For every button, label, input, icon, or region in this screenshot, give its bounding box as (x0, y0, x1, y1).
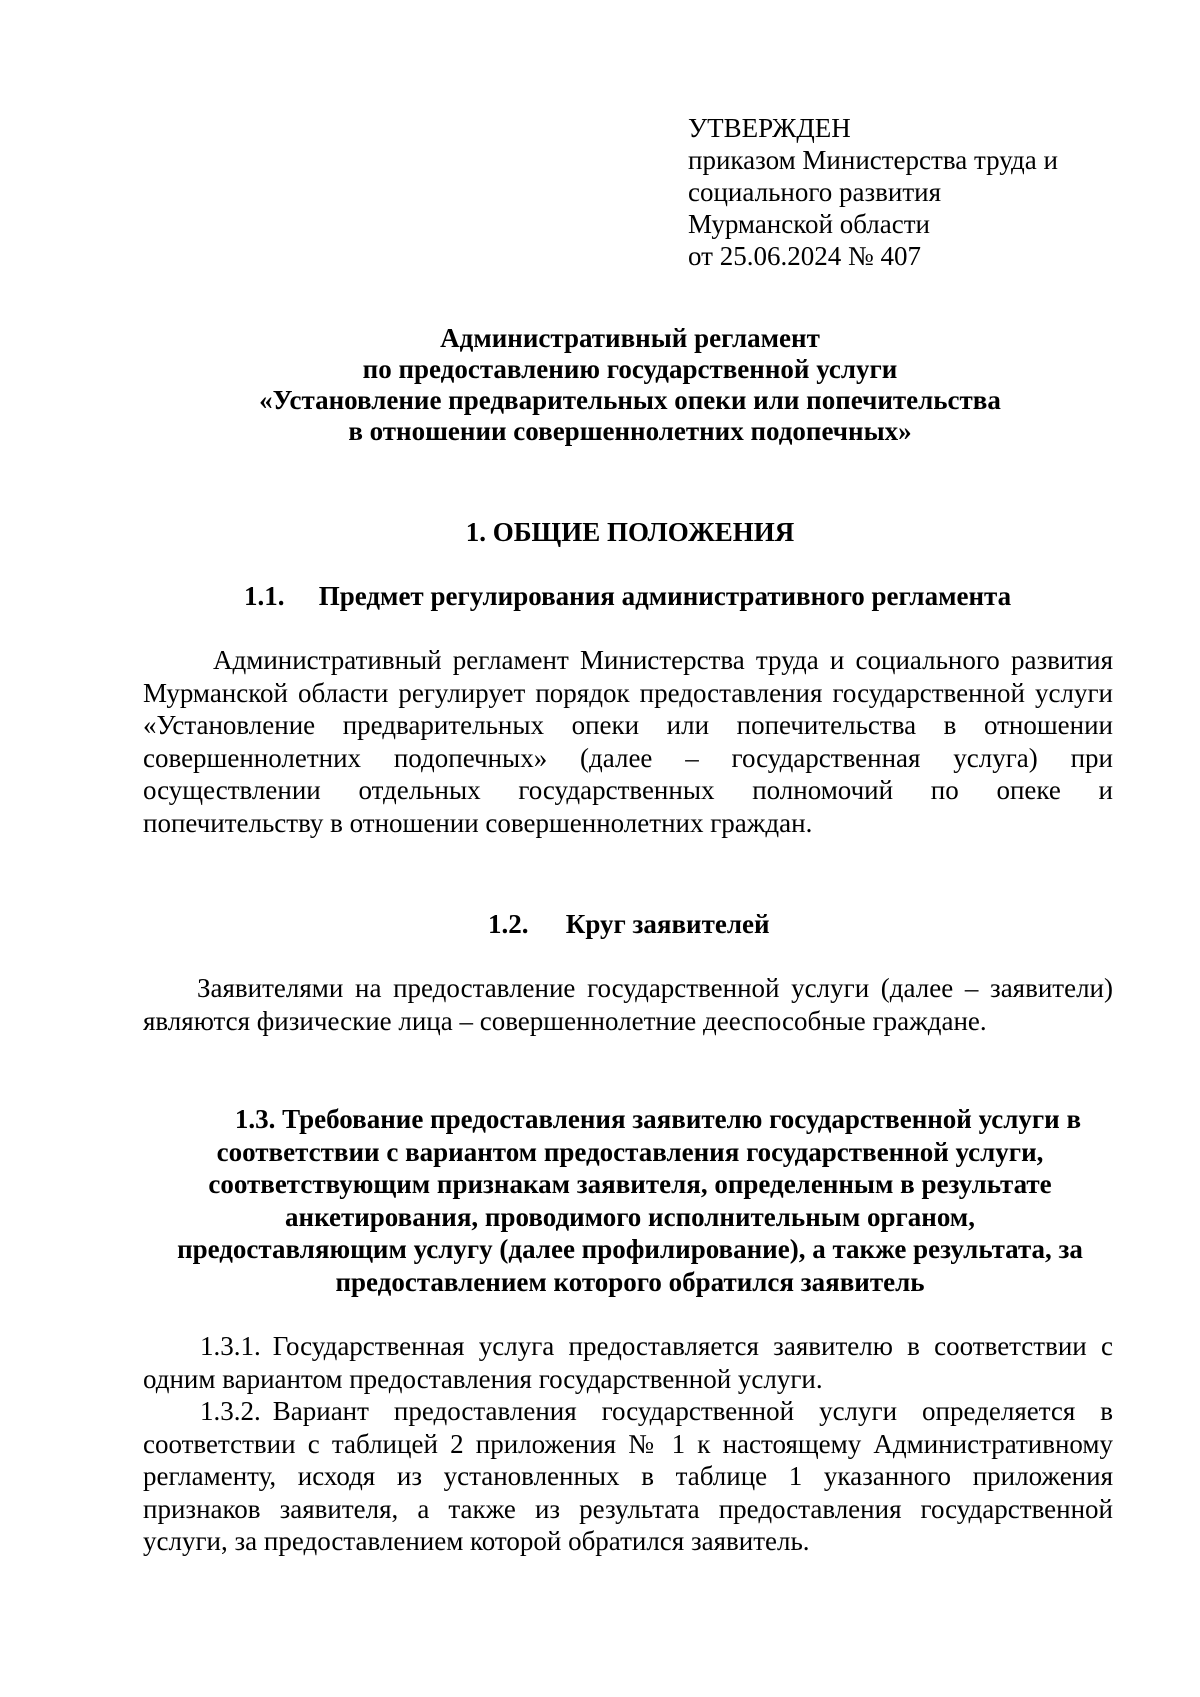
title-line: Административный регламент (440, 323, 820, 353)
section-heading: 1. ОБЩИЕ ПОЛОЖЕНИЯ (465, 517, 795, 547)
heading-line: предоставляющим услугу (далее профилирование), а также результата, за (177, 1234, 1083, 1264)
paragraph-1-3-2 (143, 1395, 1113, 1558)
subsection-heading-1-3 (140, 1103, 1120, 1298)
paragraph-text: Государственная услуга предоставляется заявителю в соответствии с одним вариантом предоставления государственной услуги. (143, 1331, 1113, 1394)
heading-line: соответствии с вариантом предоставления государственной услуги, (216, 1136, 1044, 1167)
paragraph-number: 1.3.2. (200, 1396, 261, 1426)
subsection-number: 1.2. (488, 909, 529, 939)
approval-block (688, 112, 1148, 272)
paragraph-text: Вариант предоставления государственной услуги определяется в соответствии с таблицей 2 приложения № 1 к настоящему Административному регламенту, исходя из установленных в таблице 1 указанного приложения признаков заявителя, а также из результата предоставления государственной услуги, за предоставлением которой обратился заявитель. (143, 1396, 1113, 1556)
subsection-heading-1-2 (488, 908, 770, 940)
heading-line: предоставлением которого обратился заявитель (335, 1266, 925, 1297)
approval-line: социального развития (688, 177, 942, 207)
subsection-title: Предмет регулирования административного регламента (318, 581, 1012, 611)
subsection-heading-1-1 (244, 580, 1011, 612)
paragraph-1-1: Административный регламент Министерства труда и социального развития Мурманской области регулирует порядок предоставления государственной услуги «Установление предварительных опеки или попечительства в отношении совершеннолетних подопечных» (далее – государственная услуга) при осуществлении отдельных государственных полномочий по опеке и попечительству в отношении совершеннолетних граждан. (143, 645, 1113, 838)
approval-line: УТВЕРЖДЕН (688, 113, 851, 143)
paragraph-1-3-1 (143, 1330, 1113, 1395)
title-line: по предоставлению государственной услуги (362, 354, 898, 384)
title-line: в отношении совершеннолетних подопечных» (348, 416, 912, 446)
subsection-title: Круг заявителей (565, 909, 770, 939)
paragraph-1-2: Заявителями на предоставление государственной услуги (далее – заявители) являются физические лица – совершеннолетние дееспособные граждане. (143, 973, 1113, 1036)
approval-date-number: от 25.06.2024 № 407 (688, 241, 921, 271)
paragraph-number: 1.3.1. (200, 1331, 261, 1361)
approval-line: Мурманской области (688, 209, 930, 239)
heading-line: 1.3. Требование предоставления заявителю государственной услуги в (234, 1104, 1082, 1134)
document-title (140, 323, 1120, 447)
subsection-number: 1.1. (244, 581, 285, 611)
heading-line: соответствующим признакам заявителя, определенным в результате (208, 1169, 1052, 1199)
title-line: «Установление предварительных опеки или попечительства (259, 385, 1001, 415)
approval-line: приказом Министерства труда и (688, 145, 1058, 175)
heading-line: анкетирования, проводимого исполнительным органом, (285, 1201, 975, 1232)
